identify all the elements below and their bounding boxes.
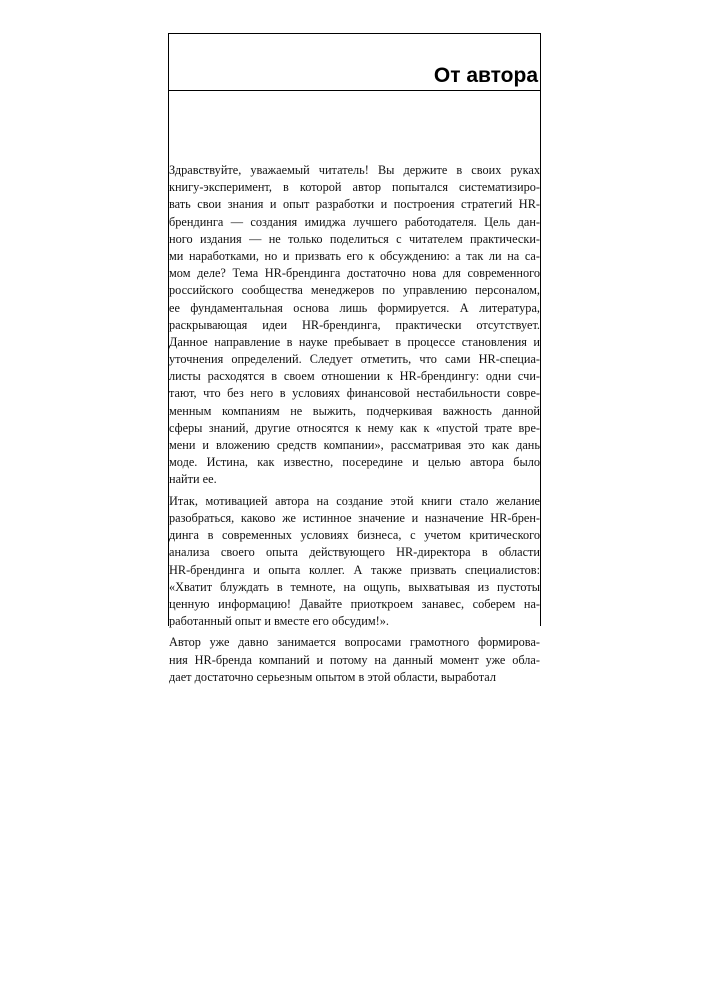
text-line: ценную информацию! Давайте приоткроем занавес, соберем на- bbox=[169, 596, 540, 611]
text-line: моде. Истина, как известно, посередине и целью автора было bbox=[169, 455, 540, 470]
chapter-title: От автора bbox=[433, 64, 538, 87]
text-line: динга в современных условиях бизнеса, с учетом критического bbox=[169, 528, 540, 543]
text-line: Здравствуйте, уважаемый читатель! Вы держите в своих руках bbox=[169, 163, 540, 177]
text-line: найти ее. bbox=[169, 472, 217, 487]
text-line: брендинга — создания имиджа лучшего работодателя. Цель дан- bbox=[169, 214, 540, 229]
paragraph bbox=[169, 162, 540, 489]
text-line: Автор уже давно занимается вопросами грамотного формирова- bbox=[169, 635, 540, 650]
text-line: HR-брендинга и опыта коллег. А также призвать специалистов: bbox=[169, 562, 540, 577]
text-line: мом деле? Тема HR-брендинга достаточно нова для современного bbox=[169, 266, 540, 281]
text-line: российского сообщества менеджеров по управлению персоналом, bbox=[169, 283, 540, 298]
paragraph bbox=[169, 493, 540, 631]
body-text bbox=[169, 162, 540, 686]
text-line: «Хватит блуждать в темноте, на ощупь, выхватывая из пустоты bbox=[169, 579, 540, 594]
text-line: листы расходятся в своем отношении к HR-брендингу: одни счи- bbox=[169, 369, 540, 384]
text-line: менным компаниям не выжить, подчеркивая важность данной bbox=[169, 403, 540, 418]
text-line: уточнения определений. Следует отметить, что сами HR-специа- bbox=[169, 352, 540, 367]
text-line: тают, что без него в условиях финансовой нестабильности совре- bbox=[169, 386, 540, 401]
paragraph bbox=[169, 634, 540, 686]
text-line: анализа своего опыта действующего HR-директора в области bbox=[169, 545, 540, 560]
text-line: вать свои знания и опыт разработки и построения стратегий HR- bbox=[169, 197, 540, 212]
text-line: Итак, мотивацией автора на создание этой книги стало желание bbox=[169, 493, 540, 508]
text-line: раскрывающая идеи HR-брендинга, практически отсутствует. bbox=[169, 317, 540, 332]
text-line: разобраться, каково же истинное значение и назначение HR-брен- bbox=[169, 510, 540, 525]
text-line: ного издания — не только поделиться с читателем практически- bbox=[169, 231, 540, 246]
text-line: мени и вложению средств компании», рассматривая это как дань bbox=[169, 438, 540, 452]
header-rule bbox=[169, 90, 540, 91]
text-line: работанный опыт и вместе его обсудим!». bbox=[169, 614, 389, 629]
text-line: сферы знаний, другие относятся к нему как к «пустой трате вре- bbox=[169, 420, 540, 435]
text-line: книгу-эксперимент, в которой автор попытался систематизиро- bbox=[169, 180, 540, 195]
book-page bbox=[168, 33, 541, 684]
text-line: Данное направление в науке пребывает в процессе становления и bbox=[169, 334, 540, 349]
text-line: дает достаточно серьезным опытом в этой области, выработал bbox=[169, 669, 497, 684]
text-line: ния HR-бренда компаний и потому на данный момент уже обла- bbox=[169, 652, 540, 667]
text-line: ми наработками, но и призвать его к обсуждению: а так ли на са- bbox=[169, 248, 540, 263]
text-line: ее фундаментальная основа лишь формируется. А литература, bbox=[169, 300, 540, 315]
